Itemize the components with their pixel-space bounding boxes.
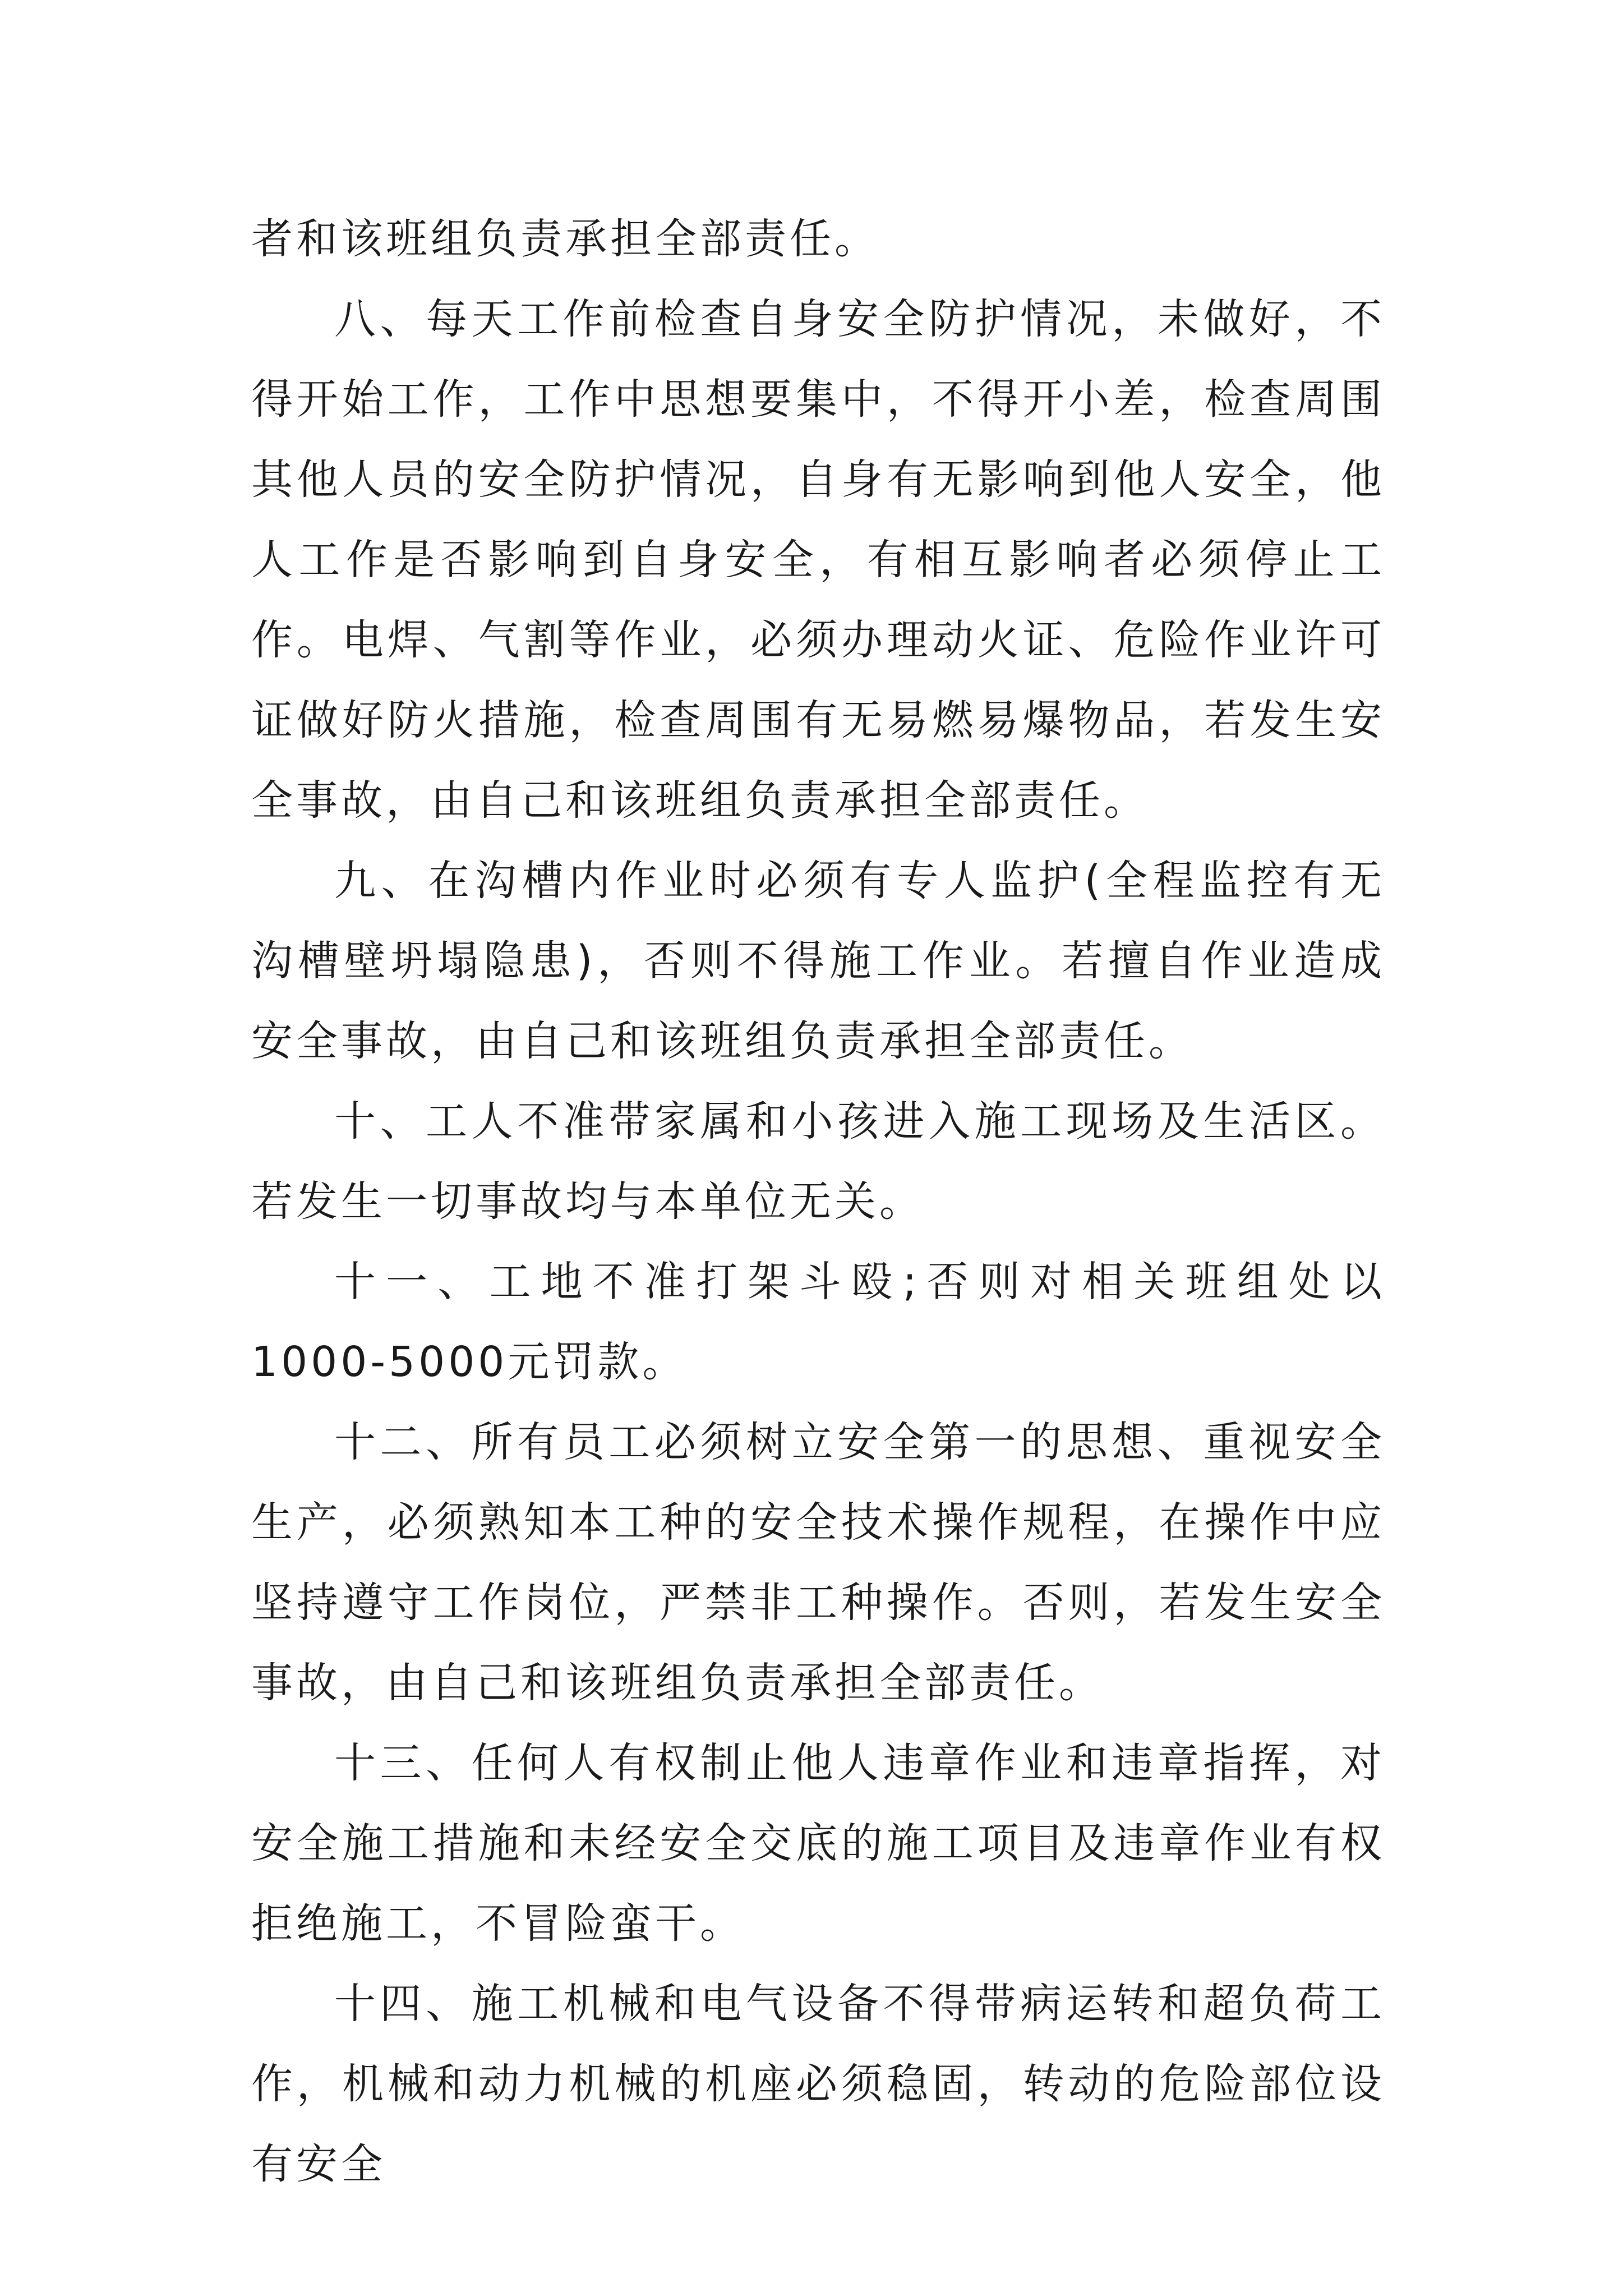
paragraph-item-13: 十三、任何人有权制止他人违章作业和违章指挥，对安全施工措施和未经安全交底的施工项目及违章作业有权拒绝施工，不冒险蛮干。: [251, 1739, 1385, 1948]
document-body: [251, 199, 1385, 2205]
paragraph-item-14: 十四、施工机械和电气设备不得带病运转和超负荷工作，机械和动力机械的机座必须稳固，转动的危险部位设有安全: [251, 1980, 1385, 2188]
paragraph-item-12: 十二、所有员工必须树立安全第一的思想、重视安全生产，必须熟知本工种的安全技术操作规程，在操作中应坚持遵守工作岗位，严禁非工种操作。否则，若发生安全事故，由自己和该班组负责承担全部责任。: [251, 1418, 1385, 1707]
paragraph-continuation: 者和该班组负责承担全部责任。: [251, 215, 879, 263]
paragraph-item-9: 九、在沟槽内作业时必须有专人监护(全程监控有无沟槽壁坍塌隐患)，否则不得施工作业。若擅自作业造成安全事故，由自己和该班组负责承担全部责任。: [251, 857, 1385, 1065]
paragraph-item-8: 八、每天工作前检查自身安全防护情况，未做好，不得开始工作，工作中思想要集中，不得开小差，检查周围其他人员的安全防护情况，自身有无影响到他人安全，他人工作是否影响到自身安全，有相互影响者必须停止工作。电焊、气割等作业，必须办理动火证、危险作业许可证做好防火措施，检查周围有无易燃易爆物品，若发生安全事故，由自己和该班组负责承担全部责任。: [251, 295, 1385, 825]
paragraph-item-11: 十一、工地不准打架斗殴;否则对相关班组处以1000-5000元罚款。: [251, 1258, 1385, 1386]
paragraph-item-10: 十、工人不准带家属和小孩进入施工现场及生活区。若发生一切事故均与本单位无关。: [251, 1097, 1385, 1226]
